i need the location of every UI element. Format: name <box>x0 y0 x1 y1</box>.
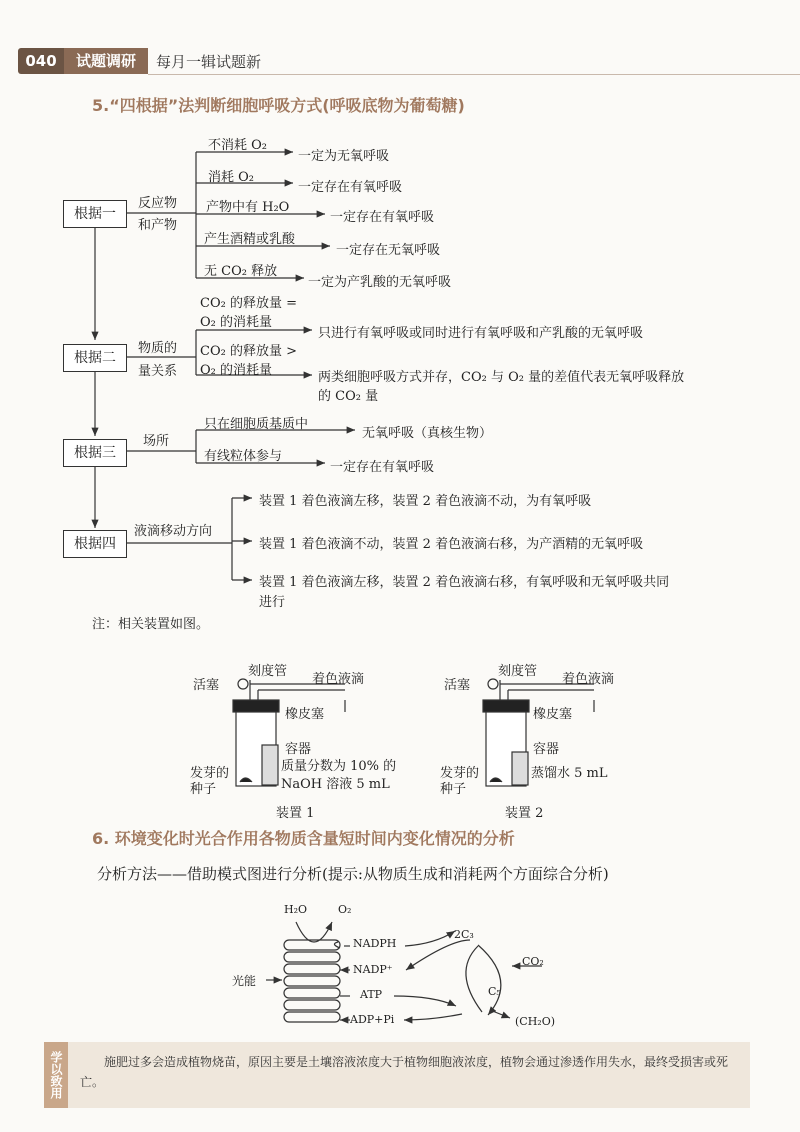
co2-label: CO₂ <box>522 955 544 968</box>
light-label: 光能 <box>232 974 257 988</box>
branch-result: 一定存在无氧呼吸 <box>336 243 441 258</box>
device1-container-label: 容器 <box>285 742 312 757</box>
device1-stopcock-label: 活塞 <box>193 678 220 693</box>
branch-condition: 只在细胞质基质中 <box>204 417 309 432</box>
branch-result: 两类细胞呼吸方式并存，CO₂ 与 O₂ 量的差值代表无氧呼吸释放 <box>318 370 685 385</box>
section5-title: 5.“四根据”法判断细胞呼吸方式(呼吸底物为葡萄糖) <box>92 96 465 115</box>
photosynthesis-diagram <box>266 922 542 1022</box>
device1-drop-label: 着色液滴 <box>312 672 365 687</box>
device2-stopcock-label: 活塞 <box>444 678 471 693</box>
branch-result: 装置 1 着色液滴左移，装置 2 着色液滴右移，有氧呼吸和无氧呼吸共同 <box>259 575 670 590</box>
basis2-category: 物质的 <box>138 341 178 356</box>
device2-seeds-label: 种子 <box>440 782 467 797</box>
device1-rubber-label: 橡皮塞 <box>285 707 325 722</box>
page-number: 040 <box>18 48 64 74</box>
basis4-category: 液滴移动方向 <box>134 524 213 539</box>
branch-condition: 有线粒体参与 <box>204 449 283 464</box>
footer-text: 施肥过多会造成植物烧苗，原因主要是土壤溶液浓度大于植物细胞液浓度，植物会通过渗透作用失水，最终受损害或死亡。 <box>80 1055 729 1089</box>
device1-tube-label: 刻度管 <box>248 664 288 679</box>
header-subtitle: 每月一辑试题新 <box>156 53 262 71</box>
branch-result: 一定存在有氧呼吸 <box>298 180 403 195</box>
ch2o-label: (CH₂O) <box>515 1015 556 1028</box>
branch-result: 一定为无氧呼吸 <box>298 149 390 164</box>
branch-result: 一定存在有氧呼吸 <box>330 460 435 475</box>
basis3-box: 根据三 <box>63 439 127 467</box>
branch-result: 一定为产乳酸的无氧呼吸 <box>308 275 452 290</box>
atp-label: ATP <box>360 988 383 1001</box>
branch-condition: 产物中有 H₂O <box>206 200 290 215</box>
device1-caption: 装置 1 <box>276 806 315 821</box>
h2o-label: H₂O <box>284 903 308 916</box>
nadph-label: NADPH <box>353 937 397 950</box>
device2-solution-label: 蒸馏水 5 mL <box>531 766 608 781</box>
branch-condition: 不消耗 O₂ <box>208 138 268 153</box>
basis1-category: 反应物 <box>138 196 178 211</box>
branch-result: 进行 <box>259 595 286 610</box>
branch-condition: 消耗 O₂ <box>208 170 255 185</box>
branch-result: 装置 1 着色液滴左移，装置 2 着色液滴不动，为有氧呼吸 <box>259 494 592 509</box>
adp-label: ADP+Pi <box>350 1013 395 1026</box>
footer-tag: 学以致用 <box>44 1042 68 1108</box>
branch-result: 一定存在有氧呼吸 <box>330 210 435 225</box>
branch-condition: 产生酒精或乳酸 <box>204 232 296 247</box>
device2-rubber-label: 橡皮塞 <box>533 707 573 722</box>
basis1-category: 和产物 <box>138 218 178 233</box>
thylakoid-stack <box>284 940 340 1022</box>
nadp-label: NADP⁺ <box>353 963 393 976</box>
branch-condition: CO₂ 的释放量 = <box>200 296 297 311</box>
device2-container-label: 容器 <box>533 742 560 757</box>
basis3-category: 场所 <box>143 434 170 449</box>
c5-label: C₅ <box>488 985 501 998</box>
basis4-box: 根据四 <box>63 530 127 558</box>
section-tag: 试题调研 <box>64 48 148 74</box>
branch-condition: O₂ 的消耗量 <box>200 315 273 330</box>
device2-seeds-label: 发芽的 <box>440 766 480 781</box>
o2-label: O₂ <box>338 903 352 916</box>
branch-condition: O₂ 的消耗量 <box>200 363 273 378</box>
note: 注：相关装置如图。 <box>92 617 210 632</box>
device1-seeds-label: 种子 <box>190 782 217 797</box>
section6-title: 6. 环境变化时光合作用各物质含量短时间内变化情况的分析 <box>92 829 515 848</box>
section6-method: 分析方法——借助模式图进行分析(提示:从物质生成和消耗两个方面综合分析) <box>97 865 609 883</box>
branch-result: 的 CO₂ 量 <box>318 389 379 404</box>
basis2-box: 根据二 <box>63 344 127 372</box>
basis2-category: 量关系 <box>138 364 178 379</box>
device1-seeds-label: 发芽的 <box>190 766 230 781</box>
device1-solution-label: NaOH 溶液 5 mL <box>281 777 390 792</box>
basis1-box: 根据一 <box>63 200 127 228</box>
c3-label: 2C₃ <box>454 928 474 941</box>
device2-tube-label: 刻度管 <box>498 664 538 679</box>
device2-caption: 装置 2 <box>505 806 544 821</box>
branch-condition: CO₂ 的释放量 > <box>200 344 297 359</box>
branch-result: 装置 1 着色液滴不动，装置 2 着色液滴右移，为产酒精的无氧呼吸 <box>259 537 644 552</box>
branch-result: 无氧呼吸（真核生物） <box>362 426 493 441</box>
branch-condition: 无 CO₂ 释放 <box>204 264 278 279</box>
device2-drop-label: 着色液滴 <box>562 672 615 687</box>
branch-result: 只进行有氧呼吸或同时进行有氧呼吸和产乳酸的无氧呼吸 <box>318 326 644 341</box>
device1-solution-label: 质量分数为 10% 的 <box>281 759 397 774</box>
